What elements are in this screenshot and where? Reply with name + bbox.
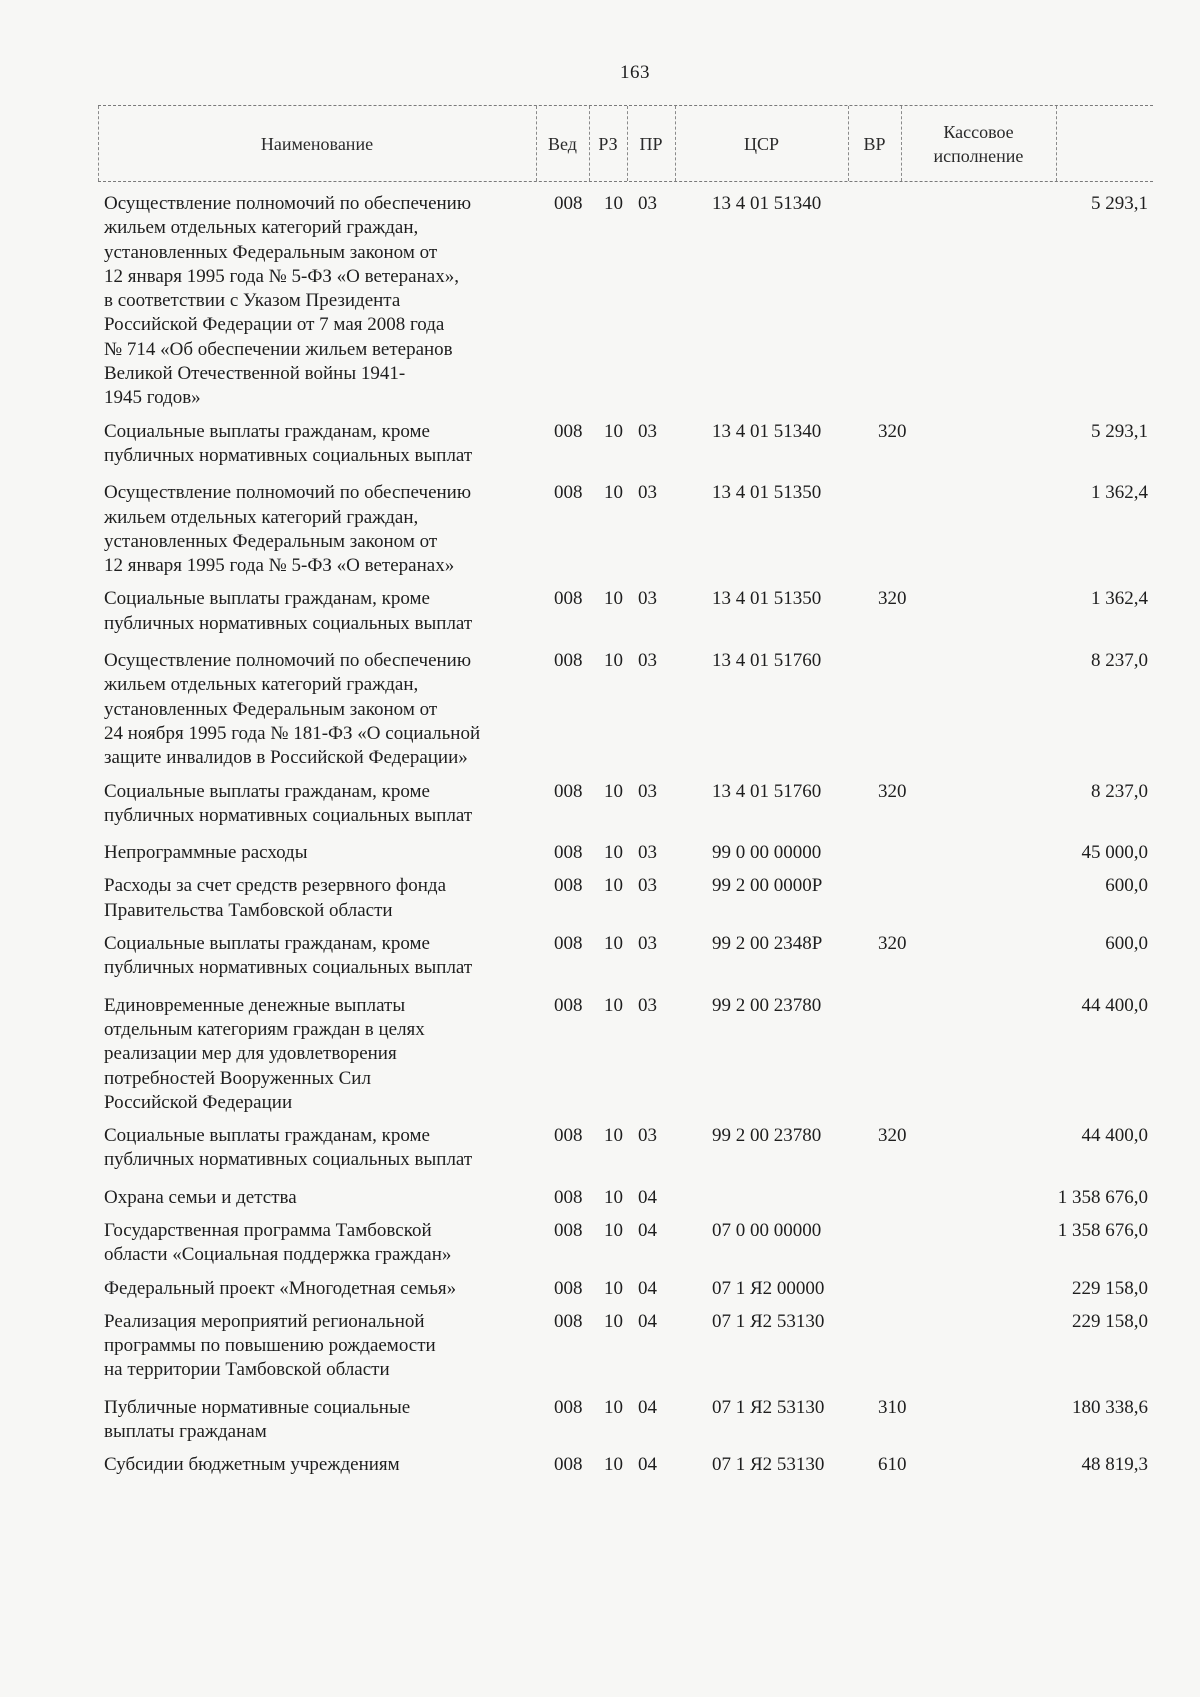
row-amount: 48 819,3 [1081,1454,1148,1476]
row-amount: 5 293,1 [1091,420,1148,442]
row-ved: 008 [554,1454,583,1476]
table-row [98,1219,1153,1268]
row-name: Социальные выплаты гражданам, кроме публичных нормативных социальных выплат [104,420,473,466]
row-csr: 13 4 01 51350 [712,588,822,610]
row-amount: 229 158,0 [1072,1310,1148,1332]
row-name: Осуществление полномочий по обеспечению жильем отдельных категорий граждан, установленных Федеральным законом от 12 января 1995 года № 5-ФЗ «О ветеранах» [104,482,472,577]
row-csr: 99 2 00 2348Р [712,933,823,955]
table-body [98,192,1153,1478]
table-row [98,192,1153,411]
row-ved: 008 [554,650,583,672]
row-ved: 008 [554,994,583,1016]
row-name: Реализация мероприятий региональной программы по повышению рождаемости на территории Тамбовской области [104,1310,436,1381]
row-csr: 99 2 00 23780 [712,994,822,1016]
row-rz: 10 [604,588,623,610]
row-vr: 610 [878,1454,907,1476]
header-amount: Кассовое исполнение [933,121,1024,166]
row-ved: 008 [554,420,583,442]
row-pr: 03 [638,933,657,955]
table-row [98,780,1153,829]
row-name: Публичные нормативные социальные выплаты гражданам [104,1396,411,1443]
row-csr: 13 4 01 51760 [712,780,822,802]
table-row [98,932,1153,981]
row-csr: 99 2 00 23780 [712,1125,822,1147]
row-csr: 07 0 00 00000 [712,1219,822,1241]
row-rz: 10 [604,875,623,897]
row-name: Осуществление полномочий по обеспечению жильем отдельных категорий граждан, установленных Федеральным законом от 24 ноября 1995 года № 181-ФЗ «О социальной защите инвалидов в Российской Федерации» [104,650,481,769]
row-name: Социальные выплаты гражданам, кроме публичных нормативных социальных выплат [104,1125,473,1171]
table-row [98,649,1153,770]
row-amount: 44 400,0 [1081,1125,1148,1147]
row-name: Социальные выплаты гражданам, кроме публичных нормативных социальных выплат [104,588,473,634]
row-pr: 04 [638,1186,657,1208]
row-pr: 03 [638,482,657,504]
row-rz: 10 [604,780,623,802]
row-ved: 008 [554,842,583,864]
row-name: Непрограммные расходы [104,842,308,864]
row-ved: 008 [554,482,583,504]
table-row [98,1124,1153,1173]
header-pr: ПР [639,133,663,154]
row-rz: 10 [604,420,623,442]
row-rz: 10 [604,1219,623,1241]
row-amount: 1 362,4 [1091,588,1148,610]
row-name: Социальные выплаты гражданам, кроме публичных нормативных социальных выплат [104,933,473,979]
row-amount: 1 358 676,0 [1057,1186,1148,1208]
row-rz: 10 [604,994,623,1016]
row-pr: 03 [638,842,657,864]
row-ved: 008 [554,933,583,955]
row-amount: 8 237,0 [1091,780,1148,802]
row-name: Социальные выплаты гражданам, кроме публичных нормативных социальных выплат [104,780,473,826]
row-amount: 5 293,1 [1091,193,1148,214]
table-header [98,105,1153,182]
row-ved: 008 [554,1186,583,1208]
row-pr: 03 [638,875,657,897]
row-csr: 07 1 Я2 53130 [712,1454,825,1476]
row-vr: 320 [878,420,907,442]
row-csr: 07 1 Я2 53130 [712,1310,825,1332]
row-vr: 320 [878,1125,907,1147]
row-csr: 13 4 01 51340 [712,193,822,214]
page-number: 163 [620,62,650,83]
row-amount: 1 358 676,0 [1057,1219,1148,1241]
row-name: Федеральный проект «Многодетная семья» [104,1277,457,1299]
table-row [98,1310,1153,1383]
row-name: Государственная программа Тамбовской области «Социальная поддержка граждан» [104,1219,452,1266]
budget-table [98,105,1153,1485]
row-pr: 03 [638,994,657,1016]
row-csr: 13 4 01 51350 [712,482,822,504]
row-rz: 10 [604,482,623,504]
table-row [98,841,1153,865]
header-vr: ВР [863,133,886,154]
row-pr: 04 [638,1396,657,1418]
table-row [98,994,1153,1115]
row-rz: 10 [604,1310,623,1332]
table-row [98,1277,1153,1301]
row-pr: 03 [638,420,657,442]
header-csr: ЦСР [743,133,779,154]
row-amount: 180 338,6 [1072,1396,1148,1418]
row-amount: 229 158,0 [1072,1277,1148,1299]
row-ved: 008 [554,875,583,897]
row-pr: 04 [638,1277,657,1299]
row-name: Охрана семьи и детства [104,1186,297,1208]
row-pr: 03 [638,193,657,214]
row-pr: 04 [638,1310,657,1332]
row-ved: 008 [554,1396,583,1418]
row-rz: 10 [604,1454,623,1476]
row-pr: 03 [638,780,657,802]
row-vr: 320 [878,588,907,610]
row-pr: 03 [638,1125,657,1147]
row-pr: 04 [638,1219,657,1241]
row-rz: 10 [604,1277,623,1299]
row-rz: 10 [604,193,623,214]
row-vr: 320 [878,780,907,802]
row-amount: 1 362,4 [1091,482,1148,504]
row-csr: 07 1 Я2 53130 [712,1396,825,1418]
row-ved: 008 [554,1125,583,1147]
table-row [98,1396,1153,1445]
row-rz: 10 [604,933,623,955]
row-ved: 008 [554,780,583,802]
row-ved: 008 [554,1277,583,1299]
row-ved: 008 [554,193,583,214]
row-rz: 10 [604,1125,623,1147]
row-amount: 45 000,0 [1081,842,1148,864]
table-row [98,481,1153,578]
row-csr: 99 0 00 00000 [712,842,822,864]
row-name: Единовременные денежные выплаты отдельным категориям граждан в целях реализации мер для удовлетворения потребностей Вооруженных Сил Российской Федерации [104,994,425,1113]
row-rz: 10 [604,842,623,864]
header-divider [1056,106,1057,181]
row-ved: 008 [554,1310,583,1332]
row-csr: 07 1 Я2 00000 [712,1277,825,1299]
row-name: Субсидии бюджетным учреждениям [104,1454,400,1476]
row-rz: 10 [604,1396,623,1418]
row-pr: 03 [638,588,657,610]
row-rz: 10 [604,650,623,672]
row-amount: 600,0 [1105,933,1148,955]
header-ved: Вед [548,133,577,154]
row-amount: 8 237,0 [1091,650,1148,672]
row-vr: 310 [878,1396,907,1418]
header-name: Наименование [260,133,374,154]
row-csr: 99 2 00 0000Р [712,875,823,897]
row-pr: 04 [638,1454,657,1476]
table-row [98,874,1153,923]
row-pr: 03 [638,650,657,672]
row-name: Расходы за счет средств резервного фонда Правительства Тамбовской области [104,875,447,921]
header-rz: РЗ [598,133,618,154]
row-rz: 10 [604,1186,623,1208]
row-ved: 008 [554,588,583,610]
row-amount: 600,0 [1105,875,1148,897]
row-name: Осуществление полномочий по обеспечению жильем отдельных категорий граждан, установленных Федеральным законом от 12 января 1995 года № 5-ФЗ «О ветеранах», в соответствии с Указом Президента Российской Федерации от 7 мая 2008 года № 714 «Об обеспечении жильем ветеранов Великой Отечественной войны 1941- 1945 годов» [104,193,472,409]
row-vr: 320 [878,933,907,955]
row-csr: 13 4 01 51760 [712,650,822,672]
row-amount: 44 400,0 [1081,994,1148,1016]
table-row [98,587,1153,636]
table-row [98,420,1153,469]
table-row [98,1453,1153,1477]
table-row [98,1186,1153,1210]
row-ved: 008 [554,1219,583,1241]
row-csr: 13 4 01 51340 [712,420,822,442]
